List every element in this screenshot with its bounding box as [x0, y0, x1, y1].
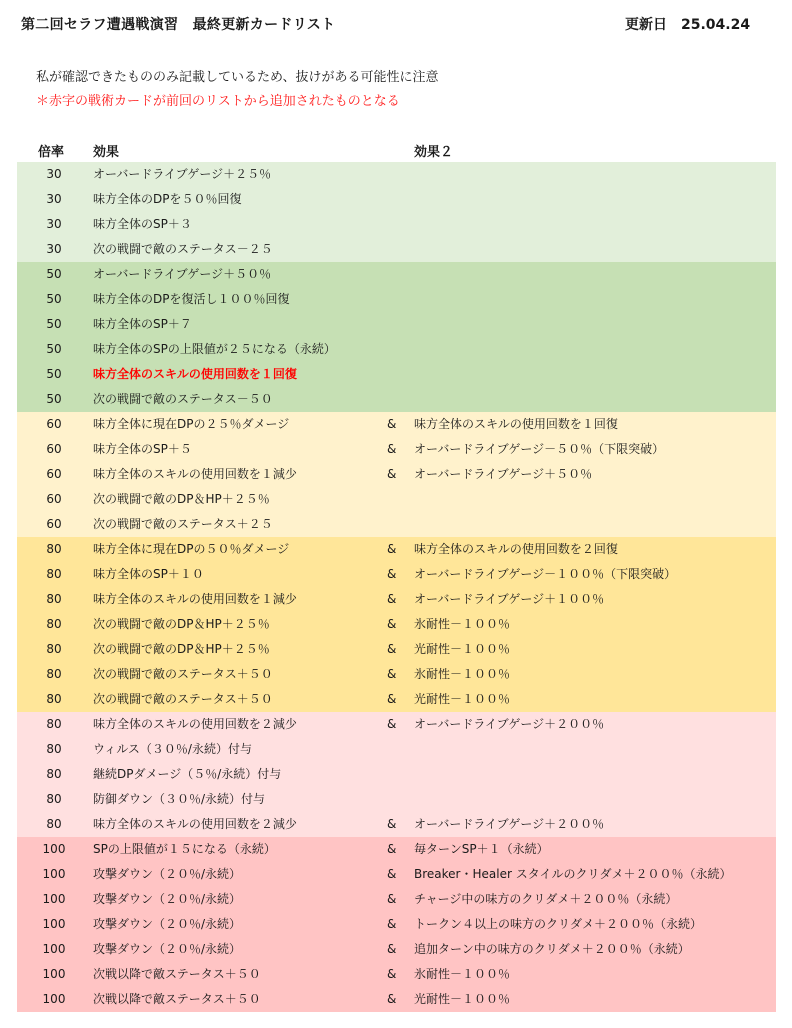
effect2-cell: オーバードライブゲージ＋１００％ [414, 592, 605, 606]
rate-cell: 100 [42, 942, 66, 956]
card-table [17, 162, 776, 1012]
ampersand-cell: & [387, 717, 397, 731]
table-row [17, 787, 776, 812]
table-row [17, 237, 776, 262]
effect-cell: 攻撃ダウン（２０％/永続） [93, 942, 242, 956]
page-title: 第二回セラフ遭遇戦演習 最終更新カードリスト [21, 17, 336, 33]
effect-cell: 味方全体のSP＋５ [93, 442, 192, 456]
table-row [17, 387, 776, 412]
effect-cell: 次の戦闘で敵のステータス＋５０ [93, 667, 273, 681]
effect2-cell: Breaker・Healer スタイルのクリダメ＋２００％（永続） [414, 867, 732, 881]
table-row [17, 862, 776, 887]
rate-cell: 60 [46, 517, 62, 531]
rate-cell: 80 [46, 767, 62, 781]
effect-cell: 味方全体に現在DPの５０％ダメージ [93, 542, 290, 556]
rate-cell: 80 [46, 717, 62, 731]
rate-cell: 80 [46, 567, 62, 581]
table-row [17, 362, 776, 387]
new-card-note: ＊赤字の戦術カードが前回のリストから追加されたものとなる [36, 94, 400, 109]
effect2-cell: チャージ中の味方のクリダメ＋２００％（永続） [414, 892, 678, 906]
effect-cell: ウィルス（３０％/永続）付与 [93, 742, 252, 756]
effect-cell: オーバードライブゲージ＋５０％ [93, 267, 272, 281]
table-row [17, 662, 776, 687]
effect2-cell: オーバードライブゲージ－１００％（下限突破） [414, 567, 677, 581]
rate-cell: 80 [46, 692, 62, 706]
table-row [17, 637, 776, 662]
effect-cell: 味方全体のSP＋７ [93, 317, 192, 331]
table-row [17, 962, 776, 987]
table-row [17, 537, 776, 562]
table-row [17, 162, 776, 187]
table-row [17, 412, 776, 437]
effect-cell: 味方全体のスキルの使用回数を２減少 [93, 817, 297, 831]
ampersand-cell: & [387, 967, 397, 981]
rate-cell: 50 [46, 342, 62, 356]
effect-cell: 味方全体のSP＋１０ [93, 567, 204, 581]
effect-cell: 味方全体のDPを復活し１００％回復 [93, 292, 290, 306]
rate-cell: 80 [46, 642, 62, 656]
ampersand-cell: & [387, 467, 397, 481]
effect-cell: 次の戦闘で敵のステータス－２５ [93, 242, 273, 256]
effect2-cell: トークン４以上の味方のクリダメ＋２００％（永続） [414, 917, 703, 931]
ampersand-cell: & [387, 667, 397, 681]
ampersand-cell: & [387, 842, 397, 856]
ampersand-cell: & [387, 567, 397, 581]
effect-cell: オーバードライブゲージ＋２５％ [93, 167, 272, 181]
rate-cell: 30 [46, 167, 62, 181]
rate-cell: 80 [46, 542, 62, 556]
ampersand-cell: & [387, 817, 397, 831]
rate-cell: 100 [42, 917, 66, 931]
effect2-cell: 光耐性－１００％ [414, 992, 511, 1006]
table-row [17, 812, 776, 837]
effect2-cell: オーバードライブゲージ＋５０％ [414, 467, 593, 481]
effect-cell: 味方全体のDPを５０％回復 [93, 192, 242, 206]
effect-cell: 次の戦闘で敵のDP＆HP＋２５％ [93, 617, 270, 631]
ampersand-cell: & [387, 542, 397, 556]
ampersand-cell: & [387, 942, 397, 956]
effect-cell: 味方全体のスキルの使用回数を１減少 [93, 467, 297, 481]
effect2-cell: 氷耐性－１００％ [414, 967, 511, 981]
table-row [17, 712, 776, 737]
rate-cell: 100 [42, 967, 66, 981]
table-row [17, 312, 776, 337]
effect2-cell: オーバードライブゲージ＋２００％ [414, 817, 605, 831]
rate-cell: 30 [46, 192, 62, 206]
effect2-cell: 光耐性－１００％ [414, 692, 511, 706]
table-row [17, 262, 776, 287]
table-row [17, 587, 776, 612]
effect-cell: 味方全体のスキルの使用回数を１回復 [93, 367, 297, 381]
table-row [17, 887, 776, 912]
rate-cell: 30 [46, 217, 62, 231]
rate-cell: 80 [46, 592, 62, 606]
effect-cell: 味方全体のSP＋３ [93, 217, 192, 231]
rate-cell: 60 [46, 492, 62, 506]
column-header-rate: 倍率 [38, 145, 65, 160]
effect2-cell: 味方全体のスキルの使用回数を１回復 [414, 417, 618, 431]
rate-cell: 30 [46, 242, 62, 256]
effect-cell: 次の戦闘で敵のステータス＋５０ [93, 692, 273, 706]
rate-cell: 50 [46, 367, 62, 381]
rate-cell: 100 [42, 867, 66, 881]
rate-cell: 60 [46, 467, 62, 481]
ampersand-cell: & [387, 642, 397, 656]
ampersand-cell: & [387, 692, 397, 706]
column-header-effect: 効果 [93, 145, 120, 160]
ampersand-cell: & [387, 992, 397, 1006]
effect-cell: 次戦以降で敵ステータス＋５０ [93, 967, 261, 981]
effect-cell: 次戦以降で敵ステータス＋５０ [93, 992, 261, 1006]
ampersand-cell: & [387, 442, 397, 456]
table-row [17, 187, 776, 212]
table-row [17, 337, 776, 362]
table-row [17, 562, 776, 587]
effect-cell: 防御ダウン（３０％/永続）付与 [93, 792, 266, 806]
table-row [17, 987, 776, 1012]
table-row [17, 837, 776, 862]
effect2-cell: 光耐性－１００％ [414, 642, 511, 656]
rate-cell: 100 [42, 842, 66, 856]
table-row [17, 212, 776, 237]
effect-cell: 次の戦闘で敵のDP＆HP＋２５％ [93, 492, 270, 506]
effect-cell: 攻撃ダウン（２０％/永続） [93, 892, 242, 906]
table-row [17, 737, 776, 762]
rate-cell: 60 [46, 442, 62, 456]
ampersand-cell: & [387, 867, 397, 881]
effect2-cell: 氷耐性－１００％ [414, 667, 511, 681]
effect2-cell: 毎ターンSP＋１（永続） [414, 842, 549, 856]
effect2-cell: 追加ターン中の味方のクリダメ＋２００％（永続） [414, 942, 690, 956]
effect-cell: 味方全体のスキルの使用回数を１減少 [93, 592, 297, 606]
effect-cell: 味方全体のSPの上限値が２５になる（永続） [93, 342, 336, 356]
effect-cell: SPの上限値が１５になる（永続） [93, 842, 276, 856]
rate-cell: 50 [46, 292, 62, 306]
rate-cell: 50 [46, 267, 62, 281]
effect-cell: 味方全体のスキルの使用回数を２減少 [93, 717, 297, 731]
table-row [17, 762, 776, 787]
rate-cell: 100 [42, 992, 66, 1006]
rate-cell: 50 [46, 392, 62, 406]
column-header-effect2: 効果２ [414, 145, 454, 160]
effect-cell: 継続DPダメージ（５％/永続）付与 [93, 767, 282, 781]
table-row [17, 687, 776, 712]
ampersand-cell: & [387, 617, 397, 631]
effect-cell: 次の戦闘で敵のステータス－５０ [93, 392, 273, 406]
table-row [17, 462, 776, 487]
effect-cell: 次の戦闘で敵のDP＆HP＋２５％ [93, 642, 270, 656]
ampersand-cell: & [387, 892, 397, 906]
disclaimer-note: 私が確認できたもののみ記載しているため、抜けがある可能性に注意 [36, 70, 439, 85]
table-row [17, 512, 776, 537]
rate-cell: 60 [46, 417, 62, 431]
ampersand-cell: & [387, 592, 397, 606]
ampersand-cell: & [387, 917, 397, 931]
rate-cell: 80 [46, 742, 62, 756]
table-row [17, 912, 776, 937]
table-row [17, 937, 776, 962]
effect2-cell: オーバードライブゲージ＋２００％ [414, 717, 605, 731]
table-row [17, 287, 776, 312]
effect2-cell: 氷耐性－１００％ [414, 617, 511, 631]
effect2-cell: オーバードライブゲージ－５０％（下限突破） [414, 442, 665, 456]
rate-cell: 80 [46, 667, 62, 681]
table-row [17, 437, 776, 462]
update-date: 更新日 25.04.24 [625, 17, 751, 33]
rate-cell: 80 [46, 817, 62, 831]
table-row [17, 612, 776, 637]
ampersand-cell: & [387, 417, 397, 431]
effect-cell: 攻撃ダウン（２０％/永続） [93, 917, 242, 931]
rate-cell: 80 [46, 617, 62, 631]
rate-cell: 100 [42, 892, 66, 906]
effect2-cell: 味方全体のスキルの使用回数を２回復 [414, 542, 618, 556]
effect-cell: 味方全体に現在DPの２５％ダメージ [93, 417, 290, 431]
table-row [17, 487, 776, 512]
effect-cell: 攻撃ダウン（２０％/永続） [93, 867, 242, 881]
effect-cell: 次の戦闘で敵のステータス＋２５ [93, 517, 273, 531]
rate-cell: 80 [46, 792, 62, 806]
rate-cell: 50 [46, 317, 62, 331]
